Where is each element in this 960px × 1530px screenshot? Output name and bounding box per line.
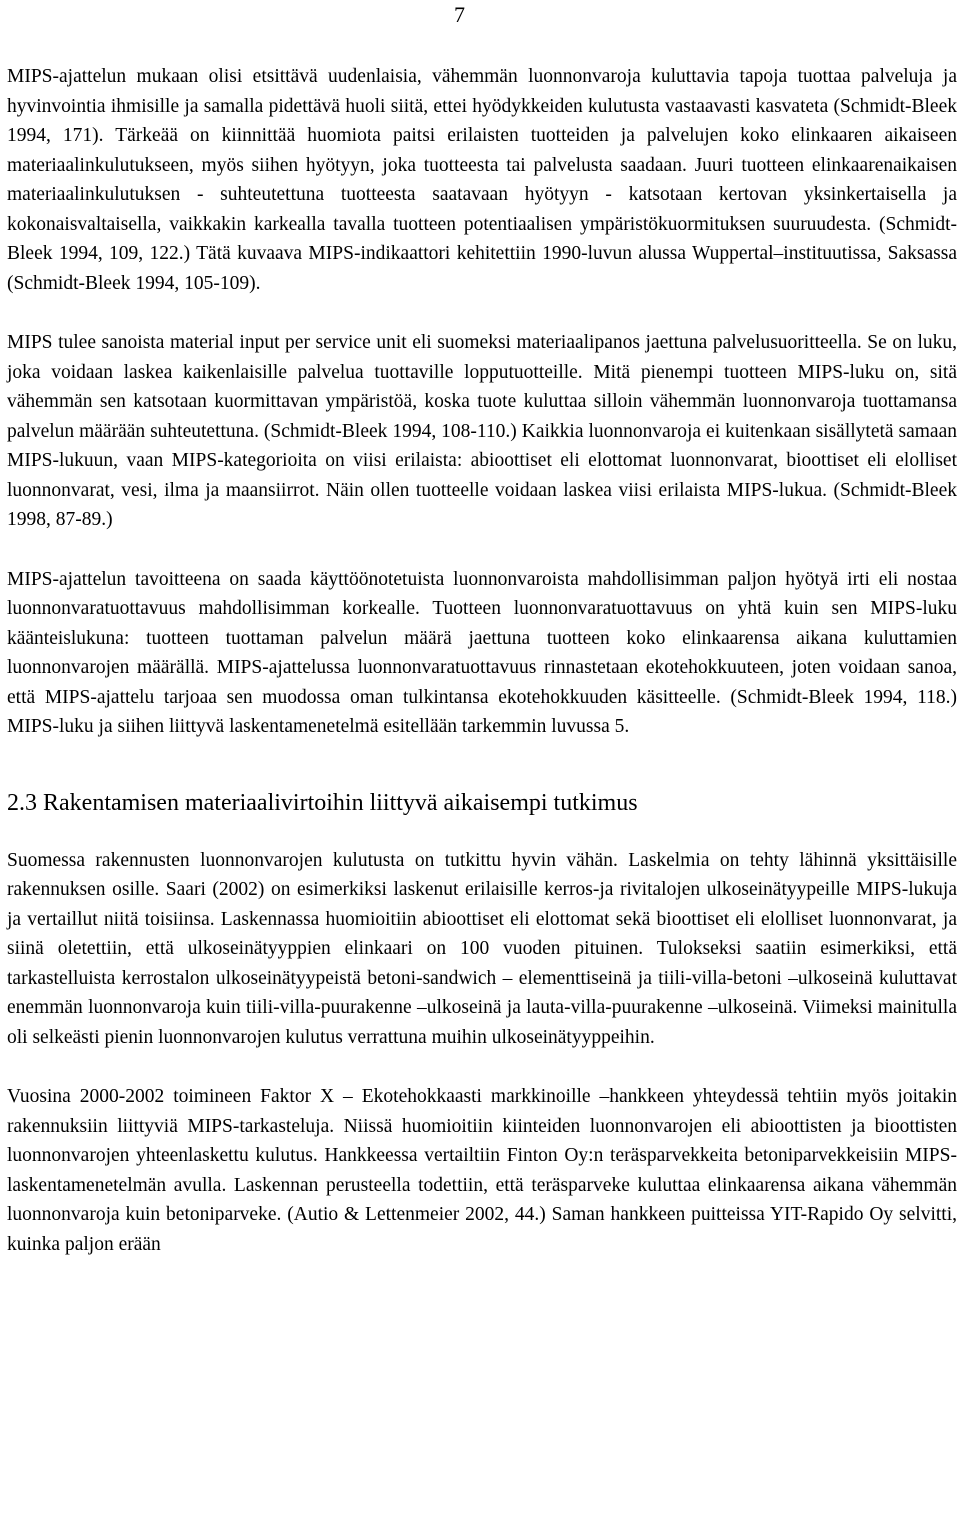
paragraph: MIPS tulee sanoista material input per service unit eli suomeksi materiaalipanos jaettuna palvelusuoritteella. Se on luku, joka voidaan laskea kaikenlaisille palvelua tuottaville lopputuotteille. Mitä pienempi tuotteen MIPS-luku on, sitä vähemmän sen katsotaan kuormittavan ympäristöä, koska tuote kuluttaa silloin vähemmän luonnonvaroja tuottamansa palvelun määrään suhteutettuna. (Schmidt-Bleek 1994, 108-110.) Kaikkia luonnonvaroja ei kuitenkaan sisällytetä samaan MIPS-lukuun, vaan MIPS-kategorioita on viisi erilaista: abioottiset eli elottomat luonnonvarat, bioottiset eli elolliset luonnonvarat, vesi, ilma ja maansiirrot. Näin ollen tuotteelle voidaan laskea viisi erilaista MIPS-lukua. (Schmidt-Bleek 1998, 87-89.) <box>7 332 957 530</box>
section-heading: 2.3 Rakentamisen materiaalivirtoihin liittyvä aikaisempi tutkimus <box>7 789 638 816</box>
page-number: 7 <box>454 2 465 27</box>
paragraph: MIPS-ajattelun mukaan olisi etsittävä uudenlaisia, vähemmän luonnonvaroja kuluttavia tapoja tuottaa palveluja ja hyvinvointia ihmisille ja samalla pidettävä huoli siitä, ettei hyödykkeiden kulutusta vastaavasti kasvateta (Schmidt-Bleek 1994, 171). Tärkeää on kiinnittää huomiota paitsi erilaisten tuotteiden ja palvelujen koko elinkaaren aikaiseen materiaalinkulutukseen, myös siihen hyötyyn, joka tuotteesta tai palvelusta saadaan. Juuri tuotteen elinkaarenaikaisen materiaalinkulutuksen - suhteutettuna tuotteesta saatavaan hyötyyn - katsotaan kertovan yksinkertaisella ja kokonaisvaltaisella, vaikkakin karkealla tavalla tuotteen potentiaalisen ympäristökuormituksen suuruudesta. (Schmidt-Bleek 1994, 109, 122.) Tätä kuvaava MIPS-indikaattori kehitettiin 1990-luvun alussa Wuppertal–instituutissa, Saksassa (Schmidt-Bleek 1994, 105-109). <box>7 66 957 294</box>
paragraph: MIPS-ajattelun tavoitteena on saada käyttöönotetuista luonnonvaroista mahdollisimman paljon hyötyä irti eli nostaa luonnonvaratuottavuus mahdollisimman korkealle. Tuotteen luonnonvaratuottavuus on yhtä kuin sen MIPS-luku käänteislukuna: tuotteen tuottaman palvelun määrä jaettuna tuotteen koko elinkaarensa aikana kuluttamien luonnonvarojen määrällä. MIPS-ajattelussa luonnonvaratuottavuus rinnastetaan ekotehokkuuteen, joten voidaan sanoa, että MIPS-ajattelu tarjoaa sen muodossa oman tulkintansa ekotehokkuuden käsitteelle. (Schmidt-Bleek 1994, 118.) MIPS-luku ja siihen liittyvä laskentamenetelmä esitellään tarkemmin luvussa 5. <box>7 568 957 737</box>
document-body <box>7 62 957 1289</box>
paragraph: Suomessa rakennusten luonnonvarojen kulutusta on tutkittu hyvin vähän. Laskelmia on tehty lähinnä yksittäisille rakennuksen osille. Saari (2002) on esimerkiksi laskenut erilaisille kerros-ja rivitalojen ulkoseinätyypeille MIPS-lukuja ja vertaillut niitä toisiinsa. Laskennassa huomioitiin abioottiset eli elottomat sekä bioottiset eli elolliset luonnonvarat, ja siinä oletettiin, että ulkoseinätyyppien elinkaari on 100 vuoden pituinen. Tulokseksi saatiin esimerkiksi, että tarkastelluista kerrostalon ulkoseinätyypeistä betoni-sandwich – elementtiseinä ja tiili-villa-betoni –ulkoseinä kuluttavat enemmän luonnonvaroja kuin tiili-villa-puurakenne –ulkoseinä ja lauta-villa-puurakenne –ulkoseinä. Viimeksi mainitulla oli selkeästi pienin luonnonvarojen kulutus verrattuna muihin ulkoseinätyyppeihin. <box>7 849 957 1048</box>
paragraph: Vuosina 2000-2002 toimineen Faktor X – Ekotehokkaasti markkinoille –hankkeen yhteydessä tehtiin myös joitakin rakennuksiin liittyviä MIPS-tarkasteluja. Niissä huomioitiin kiinteiden luonnonvarojen eli abioottisten ja bioottisten luonnonvarojen yhteenlaskettu kulutus. Hankkeessa vertailtiin Finton Oy:n teräsparvekkeita betoniparvekkeisiin MIPS-laskentamenetelmän avulla. Laskennan perusteella todettiin, että teräsparveke kuluttaa elinkaarensa aikana vähemmän luonnonvaroja kuin betoniparveke. (Autio & Lettenmeier 2002, 44.) Saman hankkeen puitteissa YIT-Rapido Oy selvitti, kuinka paljon erään <box>7 1086 957 1255</box>
